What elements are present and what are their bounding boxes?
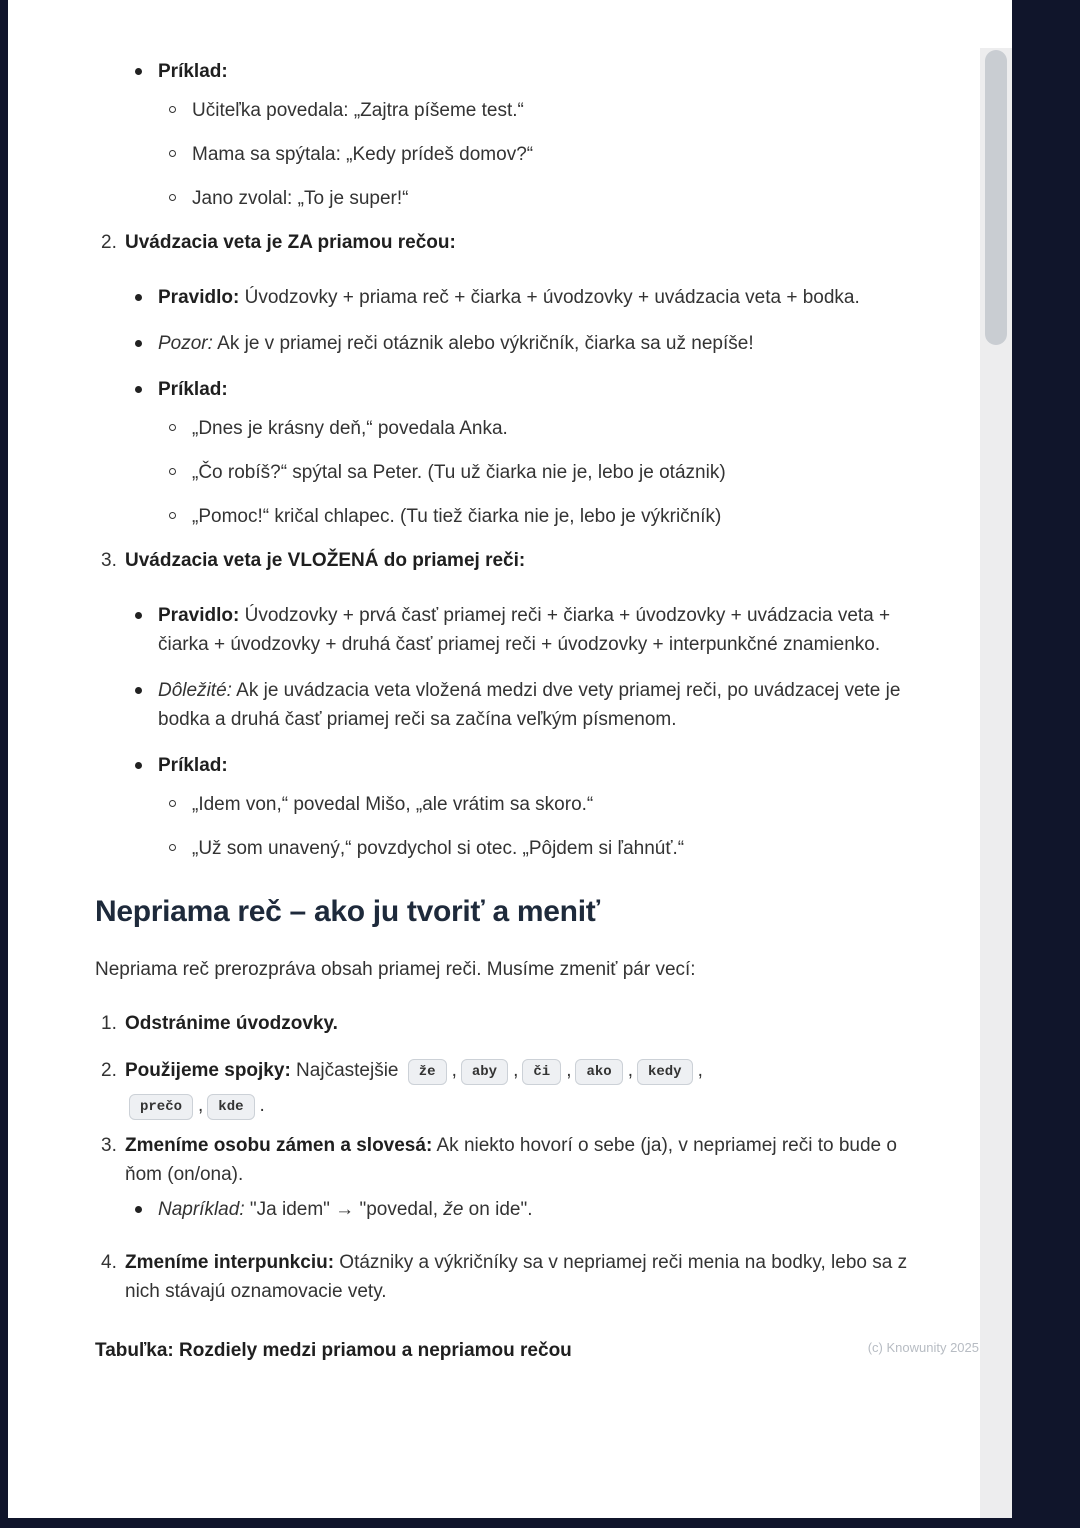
example-sentence: Učiteľka povedala: „Zajtra píšeme test.“ [192, 100, 524, 121]
numbered-item-3 [95, 546, 937, 575]
item-bold: Odstránime úvodzovky. [125, 1013, 338, 1034]
item-bold: Použijeme spojky: [125, 1060, 291, 1081]
circle-bullet-icon [169, 800, 176, 807]
circle-bullet-icon [169, 150, 176, 157]
list-item-example-label [95, 375, 937, 404]
bullet-icon [135, 68, 142, 75]
item-body: Ak niekto hovorí o sebe (ja), v nepriamej reči to bude o ňom (on/ona). [125, 1135, 897, 1185]
circle-bullet-icon [169, 194, 176, 201]
indirect-item-2 [95, 1053, 937, 1123]
numbered-item-2 [95, 228, 937, 257]
item-bold: Zmeníme interpunkciu: [125, 1252, 335, 1273]
list-item-example [95, 1195, 937, 1224]
circle-bullet-icon [169, 106, 176, 113]
example-label: Napríklad: [158, 1199, 245, 1220]
item-number: 3. [101, 550, 117, 571]
list-item-note [95, 329, 937, 358]
circle-bullet-icon [169, 512, 176, 519]
item-title [125, 546, 937, 575]
example-label: Príklad: [158, 379, 228, 400]
bullet-icon [135, 612, 142, 619]
rule-body: Úvodzovky + priama reč + čiarka + úvodzovky + uvádzacia veta + bodka. [239, 287, 860, 308]
item-title-text: Uvádzacia veta je ZA priamou rečou: [125, 232, 456, 253]
list-item-example-label [95, 751, 937, 780]
circle-bullet-icon [169, 424, 176, 431]
item-text [125, 1248, 937, 1306]
item-text [125, 1131, 937, 1189]
note-text [158, 676, 937, 734]
example-italic: že [443, 1199, 464, 1220]
separator: , [566, 1060, 572, 1081]
section-heading: Nepriama reč – ako ju tvoriť a meniť [95, 895, 600, 928]
item-title [125, 228, 937, 257]
circle-bullet-icon [169, 844, 176, 851]
rule-text [158, 283, 937, 312]
rule-body: Úvodzovky + prvá časť priamej reči + čiarka + úvodzovky + uvádzacia veta + čiarka + úvodzovky + druhá časť priamej reči + úvodzovky + interpunkčné znamienko. [158, 605, 891, 655]
rule-text [158, 601, 937, 659]
indirect-item-1 [95, 1009, 937, 1038]
item-number: 2. [101, 232, 117, 253]
list-item-text [158, 57, 937, 86]
bullet-icon [135, 340, 142, 347]
table-caption: Tabuľka: Rozdiely medzi priamou a nepriamou rečou [95, 1340, 572, 1361]
example-pre: "Ja idem" → "povedal, [244, 1199, 444, 1220]
item-number: 3. [101, 1135, 117, 1156]
bullet-icon [135, 687, 142, 694]
conjunction-chip: že [408, 1059, 447, 1085]
list-subitem [95, 96, 937, 125]
list-item-text [158, 375, 937, 404]
example-sentence: Mama sa spýtala: „Kedy prídeš domov?“ [192, 144, 534, 165]
list-subitem [95, 502, 937, 531]
separator: , [513, 1060, 519, 1081]
separator: , [451, 1060, 457, 1081]
footer-row [95, 1336, 979, 1365]
item-number: 4. [101, 1252, 117, 1273]
conjunction-chip: kde [207, 1094, 254, 1120]
list-subitem [95, 834, 937, 863]
example-label: Príklad: [158, 61, 228, 82]
item-text [125, 1009, 937, 1038]
scrollbar-track[interactable] [980, 48, 1012, 1518]
conjunction-chip: kedy [637, 1059, 693, 1085]
circle-bullet-icon [169, 468, 176, 475]
separator: , [697, 1060, 703, 1081]
list-item-rule [95, 283, 937, 312]
item-bold: Zmeníme osobu zámen a slovesá: [125, 1135, 433, 1156]
document-page [8, 0, 1012, 1518]
conjunction-chip: prečo [129, 1094, 193, 1120]
note-label: Pozor: [158, 333, 213, 354]
list-item-note [95, 676, 937, 734]
document-content [8, 0, 1012, 1365]
note-label: Dôležité: [158, 680, 232, 701]
list-subitem [95, 458, 937, 487]
section-intro: Nepriama reč prerozpráva obsah priamej reči. Musíme zmeniť pár vecí: [95, 959, 696, 980]
example-sentence: „Dnes je krásny deň,“ povedala Anka. [192, 418, 508, 439]
example-text [158, 1195, 937, 1224]
scrollbar-thumb[interactable] [985, 50, 1007, 345]
indirect-item-4 [95, 1248, 937, 1306]
list-subitem [95, 184, 937, 213]
note-text [158, 329, 937, 358]
rule-label: Pravidlo: [158, 287, 240, 308]
terminator: . [259, 1095, 265, 1116]
bullet-icon [135, 762, 142, 769]
note-body: Ak je v priamej reči otáznik alebo výkričník, čiarka sa už nepíše! [212, 333, 754, 354]
list-item-rule [95, 601, 937, 659]
note-body: Ak je uvádzacia veta vložená medzi dve vety priamej reči, po uvádzacej vete je bodka a druhá časť priamej reči sa začína veľkým písmenom. [158, 680, 901, 730]
list-item-text [158, 751, 937, 780]
item-title-text: Uvádzacia veta je VLOŽENÁ do priamej reči: [125, 550, 526, 571]
bullet-icon [135, 386, 142, 393]
example-sentence: Jano zvolal: „To je super!“ [192, 188, 409, 209]
watermark: (c) Knowunity 2025 [867, 1340, 979, 1355]
item-number: 1. [101, 1013, 117, 1034]
example-sentence: „Čo robíš?“ spýtal sa Peter. (Tu už čiarka nie je, lebo je otáznik) [192, 462, 726, 483]
list-subitem [95, 790, 937, 819]
list-item-example-label [95, 57, 937, 86]
conjunction-chip: ako [575, 1059, 622, 1085]
conjunction-chip: či [522, 1059, 561, 1085]
list-subitem [95, 414, 937, 443]
rule-label: Pravidlo: [158, 605, 240, 626]
indirect-item-3 [95, 1131, 937, 1189]
item-text [125, 1053, 937, 1123]
separator: , [198, 1095, 204, 1116]
bullet-icon [135, 1206, 142, 1213]
example-label: Príklad: [158, 755, 228, 776]
example-sentence: „Pomoc!“ kričal chlapec. (Tu tiež čiarka nie je, lebo je výkričník) [192, 506, 722, 527]
bullet-icon [135, 294, 142, 301]
example-sentence: „Už som unavený,“ povzdychol si otec. „Pôjdem si ľahnúť.“ [192, 838, 685, 859]
separator: , [627, 1060, 633, 1081]
example-post: on ide". [463, 1199, 533, 1220]
item-number: 2. [101, 1060, 117, 1081]
conjunction-chip: aby [461, 1059, 508, 1085]
list-subitem [95, 140, 937, 169]
example-sentence: „Idem von,“ povedal Mišo, „ale vrátim sa skoro.“ [192, 794, 594, 815]
item-body: Otázniky a výkričníky sa v nepriamej reči menia na bodky, lebo sa z nich stávajú oznamovacie vety. [125, 1252, 908, 1302]
item-lead: Najčastejšie [290, 1060, 404, 1081]
